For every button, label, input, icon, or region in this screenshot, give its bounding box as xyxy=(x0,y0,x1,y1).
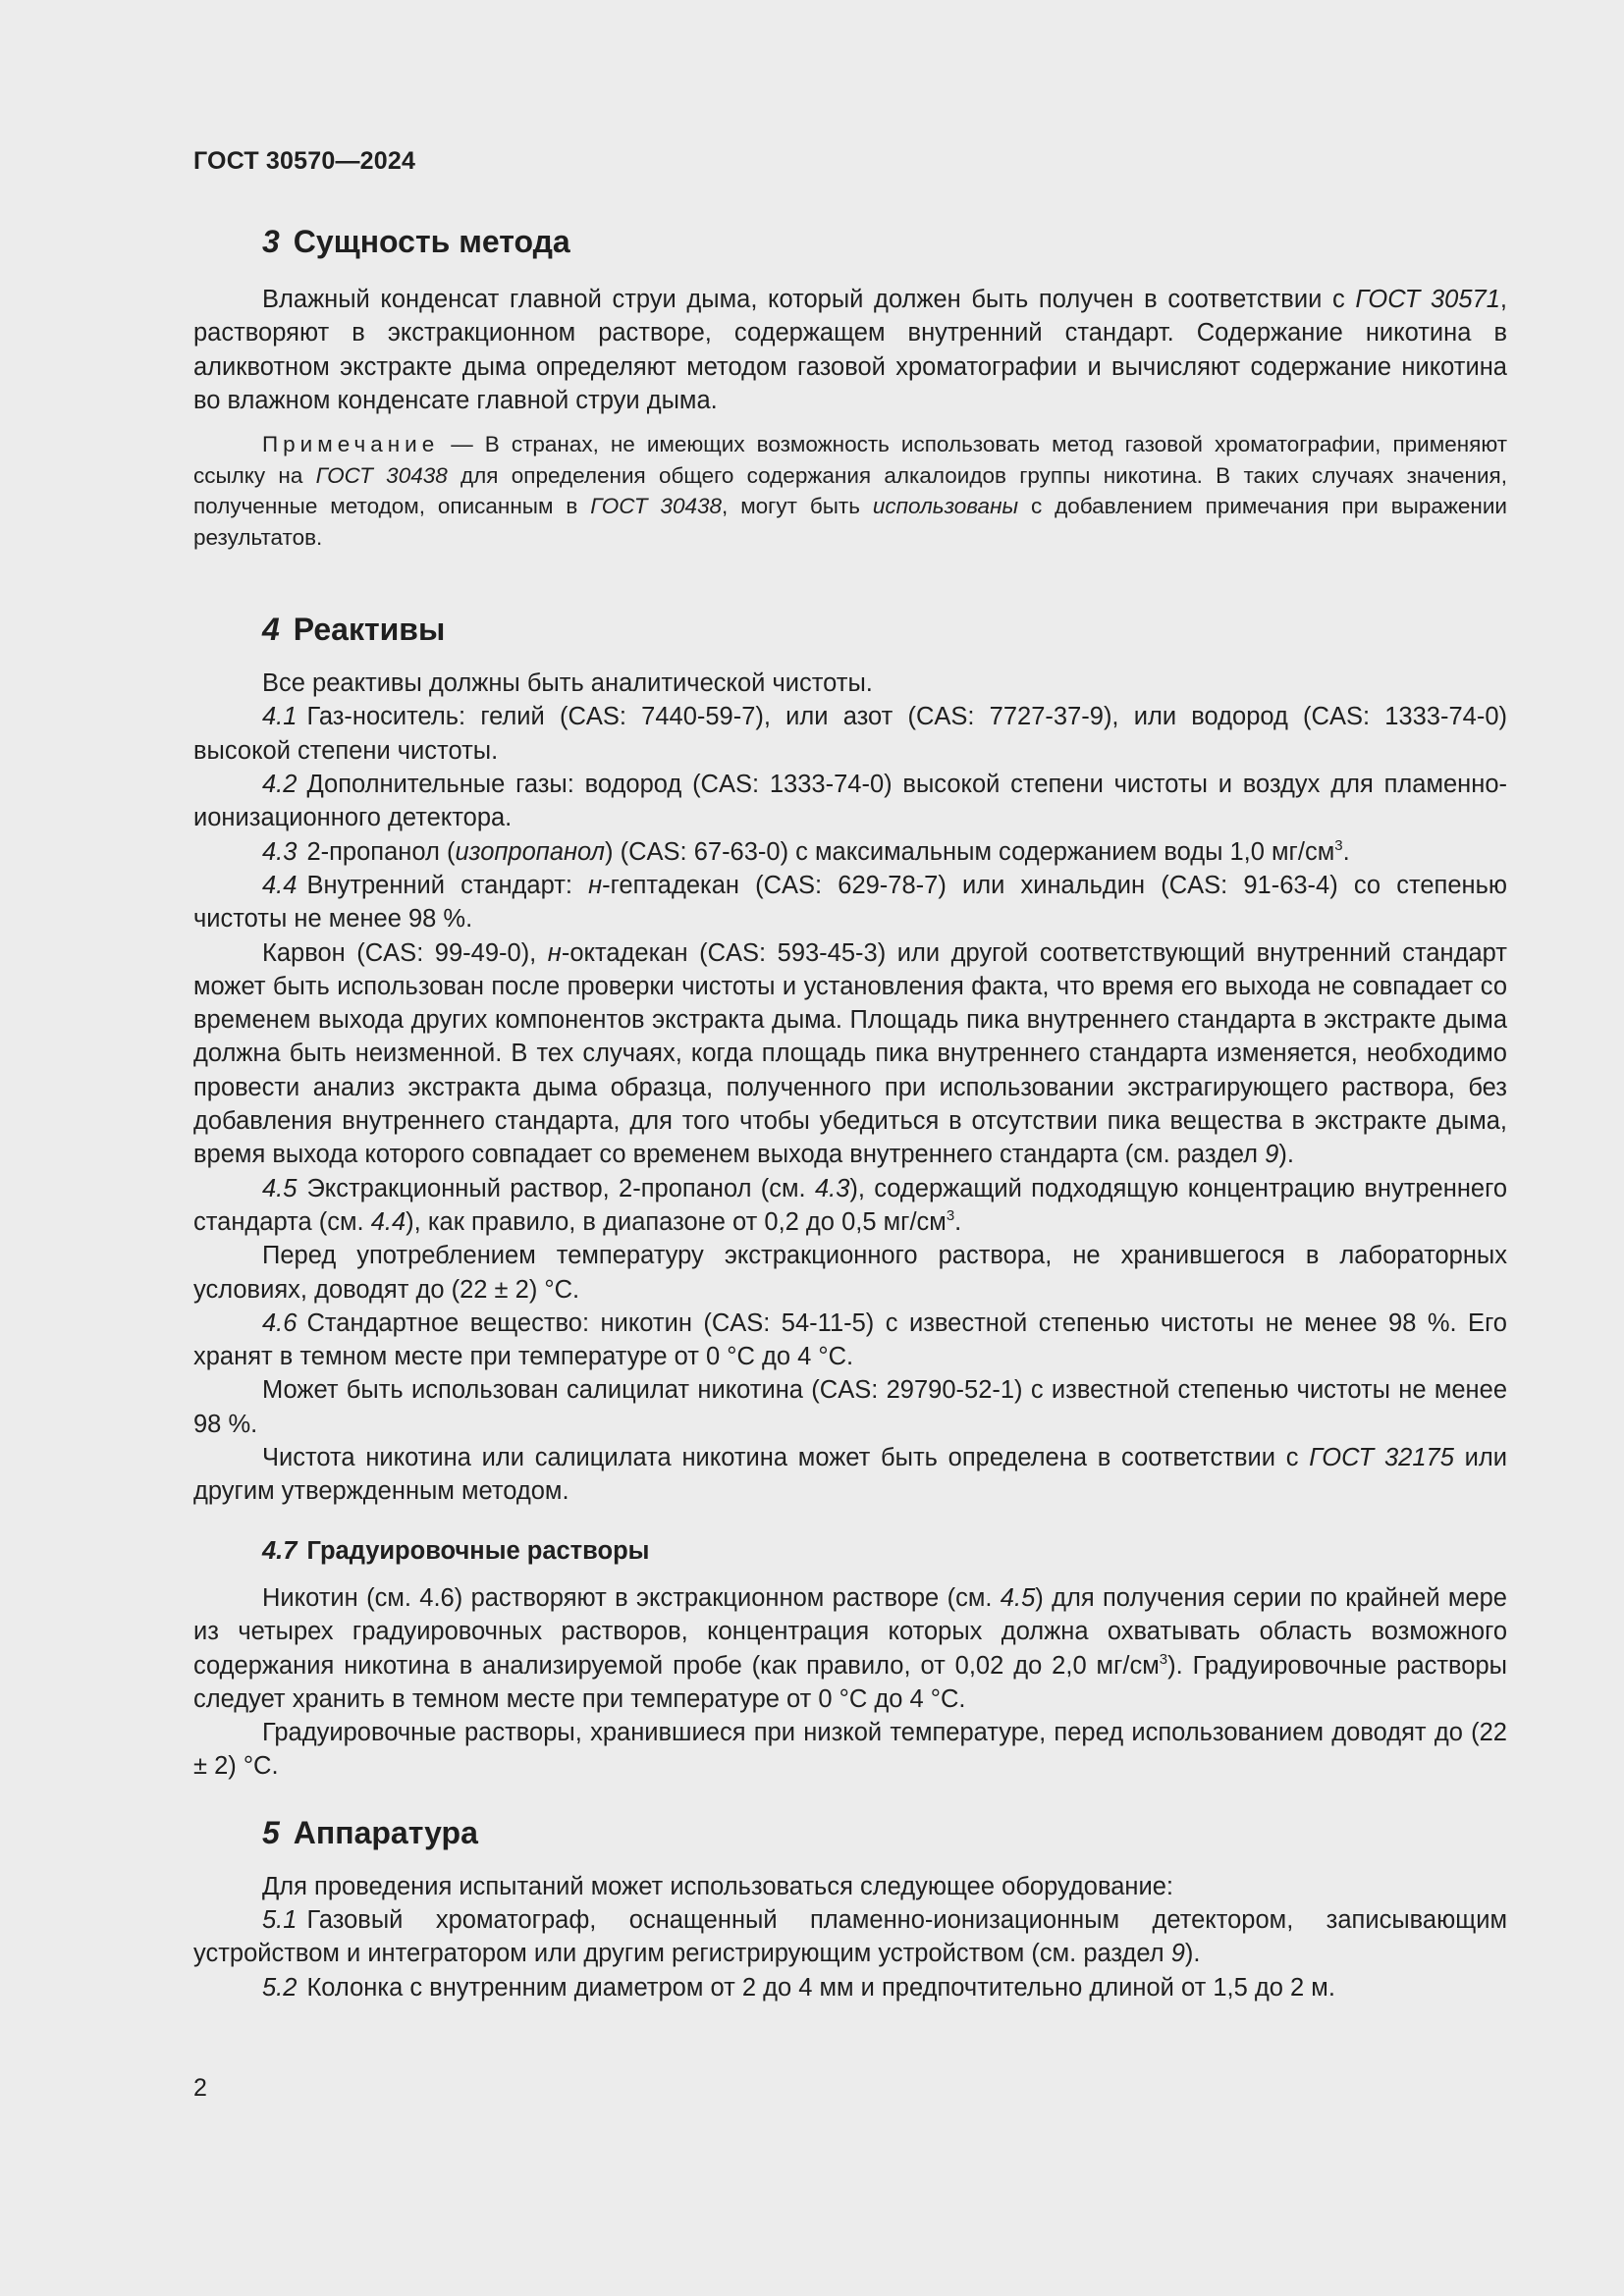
item-number: 5.2 xyxy=(262,1973,298,2002)
text: -гептадекан (CAS: 629-78-7) или хинальдин (CAS: 91-63-4) со степенью чистоты не менее 98 %. xyxy=(193,871,1507,934)
item-4-3 xyxy=(193,835,1507,869)
page-number: 2 xyxy=(193,2074,207,2102)
item-number: 4.6 xyxy=(262,1308,298,1337)
superscript: 3 xyxy=(1159,1650,1168,1668)
text: 2-пропанол ( xyxy=(306,837,456,866)
text: или другим утвержденным методом. xyxy=(193,1444,1507,1506)
note xyxy=(193,429,1507,553)
item-4-5 xyxy=(193,1172,1507,1240)
item-4-4 xyxy=(193,869,1507,936)
section-title: Аппаратура xyxy=(293,1814,478,1850)
text: для определения общего содержания алкалоидов группы никотина. В таких случаях значения, полученные методом, описанным в xyxy=(193,462,1507,519)
paragraph: Градуировочные растворы, хранившиеся при низкой температуре, перед использованием доводят до (22 ± 2) °С. xyxy=(193,1719,1507,1781)
item-4-6 xyxy=(193,1307,1507,1374)
emphasis: изопропанол xyxy=(455,837,606,866)
superscript: 3 xyxy=(946,1206,955,1224)
text: Экстракционный раствор, 2-пропанол (см. xyxy=(306,1174,815,1202)
note-label: Примечание xyxy=(262,432,440,457)
text: ), как правило, в диапазоне от 0,2 до 0,5 мг/см xyxy=(406,1207,947,1236)
item-number: 4.4 xyxy=(262,871,298,899)
section-title: Сущность метода xyxy=(293,224,570,259)
item-number: 5.1 xyxy=(262,1905,298,1934)
paragraph: Для проведения испытаний может использоваться следующее оборудование: xyxy=(262,1872,1173,1900)
subsection-number: 4.7 xyxy=(262,1536,298,1565)
text: Влажный конденсат главной струи дыма, который должен быть получен в соответствии с xyxy=(262,286,1356,313)
emphasis: н xyxy=(547,938,562,967)
section-number: 3 xyxy=(262,224,280,259)
paragraph: Может быть использован салицилат никотина (CAS: 29790-52-1) с известной степенью чистоты не менее 98 %. xyxy=(193,1376,1507,1438)
item-5-1 xyxy=(193,1903,1507,1971)
text: ). xyxy=(1184,1940,1201,1968)
section-reference: 4.3 xyxy=(814,1174,850,1202)
section-reference: 4.5 xyxy=(1000,1583,1036,1612)
section-4-heading xyxy=(193,610,1507,649)
text: ). xyxy=(1278,1141,1294,1169)
item-number: 4.3 xyxy=(262,837,298,866)
item-number: 4.5 xyxy=(262,1174,298,1202)
text: Чистота никотина или салицилата никотина может быть определена в соответствии с xyxy=(262,1444,1310,1472)
text: Никотин (см. 4.6) растворяют в экстракционном растворе (см. xyxy=(262,1583,1001,1612)
paragraph xyxy=(193,1581,1507,1716)
section-5-heading xyxy=(193,1813,1507,1852)
item-5-2 xyxy=(193,1971,1507,2004)
item-number: 4.2 xyxy=(262,771,298,799)
text: ) для получения серии по крайней мере из четырех градуировочных растворов, концентрация которых должна охватывать область возможного содержания никотина в анализируемой пробе (как правило, от 0,02 до 2,0 мг/см xyxy=(193,1583,1507,1680)
text: Газ-носитель: гелий (CAS: 7440-59-7), или азот (CAS: 7727-37-9), или водород (CAS: 1333-74-0) высокой степени чистоты. xyxy=(193,703,1507,765)
section-reference: 9 xyxy=(1265,1141,1279,1169)
section-reference: 4.4 xyxy=(370,1207,406,1236)
paragraph: Перед употреблением температуру экстракционного раствора, не хранившегося в лабораторных условиях, доводят до (22 ± 2) °С. xyxy=(193,1242,1507,1304)
paragraph xyxy=(193,936,1507,1172)
superscript: 3 xyxy=(1334,836,1343,854)
text: Карвон (CAS: 99-49-0), xyxy=(262,938,548,967)
item-4-1 xyxy=(193,700,1507,768)
text: ), содержащий подходящую концентрацию внутреннего стандарта (см. xyxy=(193,1174,1508,1236)
section-number: 4 xyxy=(262,612,280,648)
text: с добавлением примечания при выражении результатов. xyxy=(193,494,1507,550)
text: -октадекан (CAS: 593-45-3) или другой соответствующий внутренний стандарт может быть использован после проверки чистоты и установления факта, что время его выхода не совпадает со временем выхода других компонентов экстракта дыма. Площадь пика внутреннего стандарта в экстракте дыма должна быть неизменной. В тех случаях, когда площадь пика внутреннего стандарта изменяется, необходимо провести анализ экстракта дыма образца, полученного при использовании экстрагирующего раствора, без добавления внутреннего стандарта, для того чтобы убедиться в отсутствии пика вещества в экстракте дыма, время выхода которого совпадает со временем выхода внутреннего стандарта (см. раздел xyxy=(193,938,1507,1169)
item-4-2 xyxy=(193,768,1507,835)
text: Газовый хроматограф, оснащенный пламенно-ионизационным детектором, записывающим устройством и интегратором или другим регистрирующим устройством (см. раздел xyxy=(193,1905,1507,1968)
standard-reference: ГОСТ 30571 xyxy=(1355,286,1500,313)
text: Дополнительные газы: водород (CAS: 1333-74-0) высокой степени чистоты и воздух для пламенно-ионизационного детектора. xyxy=(193,771,1507,832)
text: , могут быть xyxy=(722,494,873,519)
text: ) (CAS: 67-63-0) с максимальным содержанием воды 1,0 мг/см xyxy=(605,837,1335,866)
section-reference: 9 xyxy=(1170,1940,1185,1968)
document-body xyxy=(193,216,1507,2004)
standard-reference: ГОСТ 30438 xyxy=(315,462,448,488)
text: . xyxy=(1342,837,1350,866)
section-number: 5 xyxy=(262,1814,280,1850)
emphasis: использованы xyxy=(872,494,1019,519)
text: , растворяют в экстракционном растворе, содержащем внутренний стандарт. Содержание никотина в аликвотном экстракте дыма определяют методом газовой хроматографии и вычисляют содержание никотина во влажном конденсате главной струи дыма. xyxy=(193,286,1507,414)
paragraph xyxy=(193,283,1507,417)
emphasis: н xyxy=(588,871,603,899)
text: — В странах, не имеющих возможность использовать метод газовой хроматографии, применяют ссылку на xyxy=(193,432,1507,488)
paragraph xyxy=(193,1441,1507,1509)
text: ). Градуировочные растворы следует хранить в темном месте при температуре от 0 °С до 4 °С. xyxy=(193,1651,1508,1713)
text: Внутренний стандарт: xyxy=(306,871,589,899)
text: Колонка с внутренним диаметром от 2 до 4 мм и предпочтительно длиной от 1,5 до 2 м. xyxy=(306,1973,1335,2002)
paragraph: Все реактивы должны быть аналитической чистоты. xyxy=(262,669,873,698)
section-title: Реактивы xyxy=(293,612,446,648)
text: Стандартное вещество: никотин (CAS: 54-11-5) с известной степенью чистоты не менее 98 %. Его хранят в темном месте при температуре от 0 °С до 4 °С. xyxy=(193,1308,1507,1371)
subsection-4-7-heading xyxy=(193,1534,1507,1568)
document-header: ГОСТ 30570—2024 xyxy=(193,147,416,175)
text: . xyxy=(954,1207,962,1236)
item-number: 4.1 xyxy=(262,703,298,731)
standard-reference: ГОСТ 32175 xyxy=(1309,1444,1454,1472)
subsection-title: Градуировочные растворы xyxy=(306,1536,650,1565)
section-3-heading xyxy=(193,222,1507,261)
standard-reference: ГОСТ 30438 xyxy=(590,494,722,519)
